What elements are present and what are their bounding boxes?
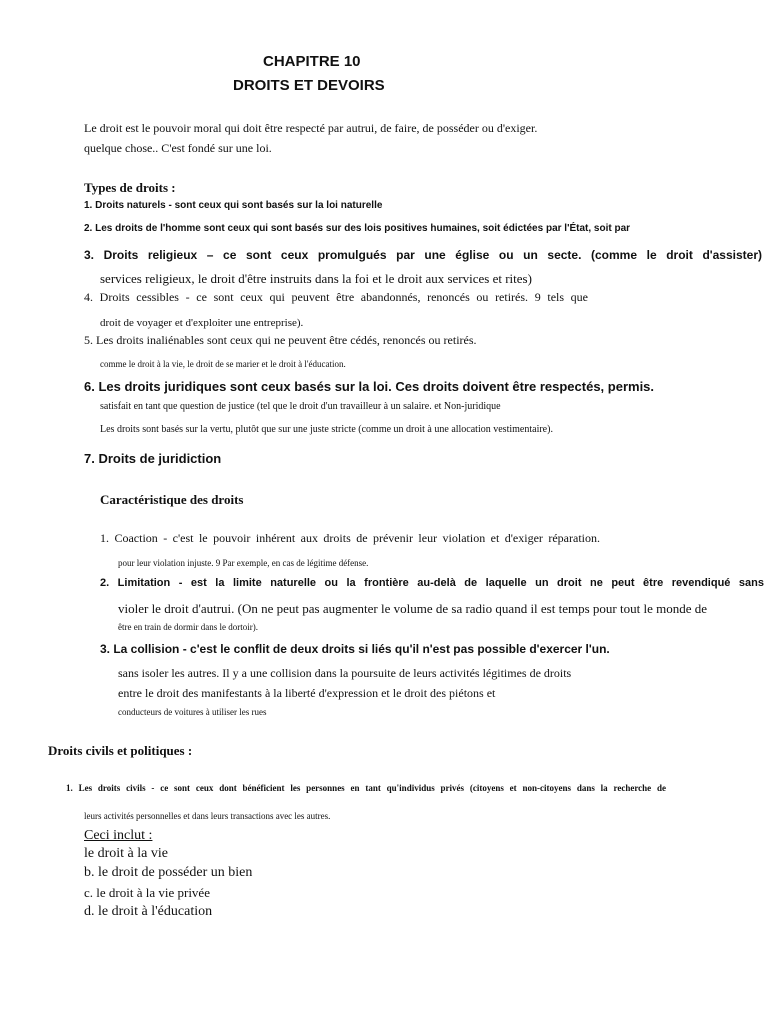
type-6: 6. Les droits juridiques sont ceux basés sur la loi. Ces droits doivent être respectés, permis. bbox=[84, 379, 655, 394]
list-item-education: d. le droit à l'éducation bbox=[84, 904, 213, 919]
characteristic-3: 3. La collision - c'est le conflit de deux droits si liés qu'il n'est pas possible d'exercer l'un. bbox=[100, 642, 610, 656]
chapter-title: CHAPITRE 10 bbox=[263, 53, 361, 70]
type-3-continued: services religieux, le droit d'être instruits dans la foi et le droit aux services et rites) bbox=[100, 271, 532, 286]
types-heading: Types de droits : bbox=[84, 180, 176, 195]
characteristic-2-continued-1: violer le droit d'autrui. (On ne peut pas augmenter le volume de sa radio quand il est temps pour tout le monde de bbox=[118, 601, 707, 616]
type-4-continued: droit de voyager et d'exploiter une entreprise). bbox=[100, 317, 304, 329]
list-item-property: b. le droit de posséder un bien bbox=[84, 865, 253, 880]
type-6-continued-1: satisfait en tant que question de justice (tel que le droit d'un travailleur à un salaire. et Non-juridique bbox=[100, 401, 501, 412]
civil-heading: Droits civils et politiques : bbox=[48, 743, 193, 758]
characteristic-1: 1. Coaction - c'est le pouvoir inhérent aux droits de prévenir leur violation et d'exiger réparation. bbox=[100, 531, 600, 545]
characteristic-3-continued-3: conducteurs de voitures à utiliser les rues bbox=[118, 707, 267, 717]
includes-label: Ceci inclut : bbox=[84, 828, 153, 843]
type-5: 5. Les droits inaliénables sont ceux qui ne peuvent être cédés, renoncés ou retirés. bbox=[84, 333, 477, 347]
characteristic-2: 2. Limitation - est la limite naturelle ou la frontière au-delà de laquelle un droit ne peut être revendiqué sans bbox=[100, 577, 764, 589]
intro-line-2: quelque chose.. C'est fondé sur une loi. bbox=[84, 141, 272, 155]
type-7: 7. Droits de juridiction bbox=[84, 451, 222, 466]
type-6-continued-2: Les droits sont basés sur la vertu, plutôt que sur une juste stricte (comme un droit à une allocation vestimentaire). bbox=[100, 424, 553, 435]
characteristic-3-continued-1: sans isoler les autres. Il y a une collision dans la poursuite de leurs activités légitimes de droits bbox=[118, 666, 572, 680]
civil-paragraph-1-continued: leurs activités personnelles et dans leurs transactions avec les autres. bbox=[84, 811, 331, 821]
type-5-continued: comme le droit à la vie, le droit de se marier et le droit à l'éducation. bbox=[100, 359, 346, 369]
characteristic-1-continued: pour leur violation injuste. 9 Par exemple, en cas de légitime défense. bbox=[118, 558, 369, 568]
list-item-privacy: c. le droit à la vie privée bbox=[84, 885, 210, 900]
type-2: 2. Les droits de l'homme sont ceux qui sont basés sur des lois positives humaines, soit édictées par l'État, soit par bbox=[84, 223, 631, 234]
list-item-right-to-life: le droit à la vie bbox=[84, 846, 168, 861]
intro-line-1: Le droit est le pouvoir moral qui doit être respecté par autrui, de faire, de posséder ou d'exiger. bbox=[84, 121, 538, 135]
characteristic-3-continued-2: entre le droit des manifestants à la liberté d'expression et le droit des piétons et bbox=[118, 686, 496, 700]
characteristic-2-continued-2: être en train de dormir dans le dortoir). bbox=[118, 622, 258, 632]
type-3: 3. Droits religieux – ce sont ceux promulgués par une église ou un secte. (comme le droit d'assister) bbox=[84, 248, 762, 262]
chapter-subtitle: DROITS ET DEVOIRS bbox=[233, 77, 385, 94]
civil-paragraph-1: 1. Les droits civils - ce sont ceux dont bénéficient les personnes en tant qu'individus privés (citoyens et non-citoyens dans la recherche de bbox=[66, 783, 666, 793]
type-1: 1. Droits naturels - sont ceux qui sont basés sur la loi naturelle bbox=[84, 200, 383, 211]
type-4: 4. Droits cessibles - ce sont ceux qui peuvent être abandonnés, renoncés ou retirés. 9 tels que bbox=[84, 290, 588, 304]
characteristics-heading: Caractéristique des droits bbox=[100, 492, 244, 507]
